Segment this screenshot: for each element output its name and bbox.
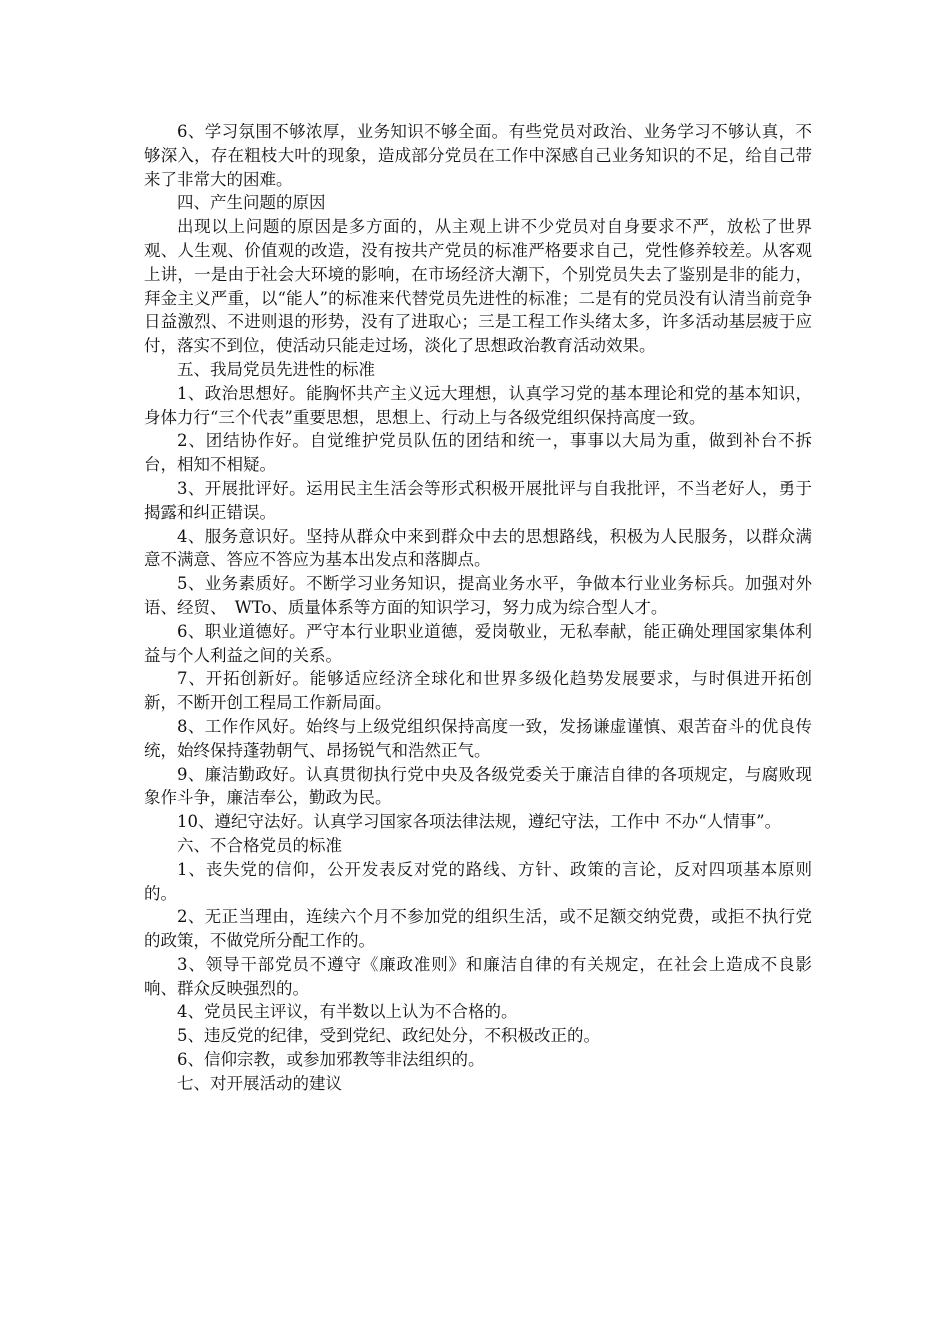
unqualified-item: 5、违反党的纪律，受到党纪、政纪处分，不积极改正的。: [177, 1026, 600, 1046]
standard-item: 5、业务素质好。不断学习业务知识，提高业务水平，争做本行业业务标兵。加强对外语、经贸、 WTo、质量体系等方面的知识学习，努力成为综合型人才。: [144, 574, 812, 617]
document-page: [144, 120, 812, 1096]
standard-item: 2、团结协作好。自觉维护党员队伍的团结和统一，事事以大局为重，做到补台不拆台，相知不相疑。: [144, 431, 812, 475]
unqualified-item: 4、党员民主评议，有半数以上认为不合格的。: [177, 1002, 518, 1022]
standard-item: 4、服务意识好。坚持从群众中来到群众中去的思想路线，积极为人民服务，以群众满意不满意、答应不答应为基本出发点和落脚点。: [144, 526, 812, 570]
section-heading-suggestions: 七、对开展活动的建议: [177, 1073, 342, 1093]
unqualified-item: 1、丧失党的信仰，公开发表反对党的路线、方针、政策的言论，反对四项基本原则的。: [144, 859, 812, 903]
standard-item: 8、工作作风好。始终与上级党组织保持高度一致，发扬谦虚谨慎、艰苦奋斗的优良传统，始终保持蓬勃朝气、昂扬锐气和浩然正气。: [144, 716, 812, 760]
standard-item: 1、政治思想好。能胸怀共产主义远大理想，认真学习党的基本理论和党的基本知识，身体力行“三个代表”重要思想，思想上、行动上与各级党组织保持高度一致。: [144, 383, 812, 427]
standard-item: 3、开展批评好。运用民主生活会等形式积极开展批评与自我批评，不当老好人，勇于揭露和纠正错误。: [144, 478, 812, 522]
section-heading-standards: 五、我局党员先进性的标准: [177, 359, 375, 379]
standard-item: 10、遵纪守法好。认真学习国家各项法律法规，遵纪守法，工作中 不办“人情事”。: [177, 812, 782, 832]
paragraph-causes: 出现以上问题的原因是多方面的，从主观上讲不少党员对自身要求不严，放松了世界观、人生观、价值观的改造，没有按共产党员的标准严格要求自己，党性修养较差。从客观上讲，一是由于社会大环境的影响，在市场经济大潮下，个别党员失去了鉴别是非的能力，拜金主义严重，以“能人”的标准来代替党员先进性的标准；二是有的党员没有认清当前竞争日益激烈、不进则退的形势，没有了进取心；三是工程工作头绪太多，许多活动基层疲于应付，落实不到位，使活动只能走过场，淡化了思想政治教育活动效果。: [144, 217, 812, 356]
unqualified-item: 3、领导干部党员不遵守《廉政准则》和廉洁自律的有关规定，在社会上造成不良影响、群众反映强烈的。: [144, 954, 812, 998]
standard-item: 7、开拓创新好。能够适应经济全球化和世界多级化趋势发展要求，与时俱进开拓创新，不断开创工程局工作新局面。: [144, 669, 812, 713]
section-heading-unqualified: 六、不合格党员的标准: [177, 835, 342, 855]
section-heading-causes: 四、产生问题的原因: [177, 193, 326, 213]
standard-item: 9、廉洁勤政好。认真贯彻执行党中央及各级党委关于廉洁自律的各项规定，与腐败现象作斗争，廉洁奉公，勤政为民。: [144, 764, 812, 808]
standard-item: 6、职业道德好。严守本行业职业道德，爱岗敬业，无私奉献，能正确处理国家集体利益与个人利益之间的关系。: [144, 621, 812, 665]
paragraph-learning-atmosphere: 6、学习氛围不够浓厚，业务知识不够全面。有些党员对政治、业务学习不够认真，不够深入，存在粗枝大叶的现象，造成部分党员在工作中深感自己业务知识的不足，给自己带来了非常大的困难。: [144, 122, 812, 189]
unqualified-item: 6、信仰宗教，或参加邪教等非法组织的。: [177, 1050, 485, 1070]
unqualified-item: 2、无正当理由，连续六个月不参加党的组织生活，或不足额交纳党费，或拒不执行党的政策，不做党所分配工作的。: [144, 907, 812, 951]
